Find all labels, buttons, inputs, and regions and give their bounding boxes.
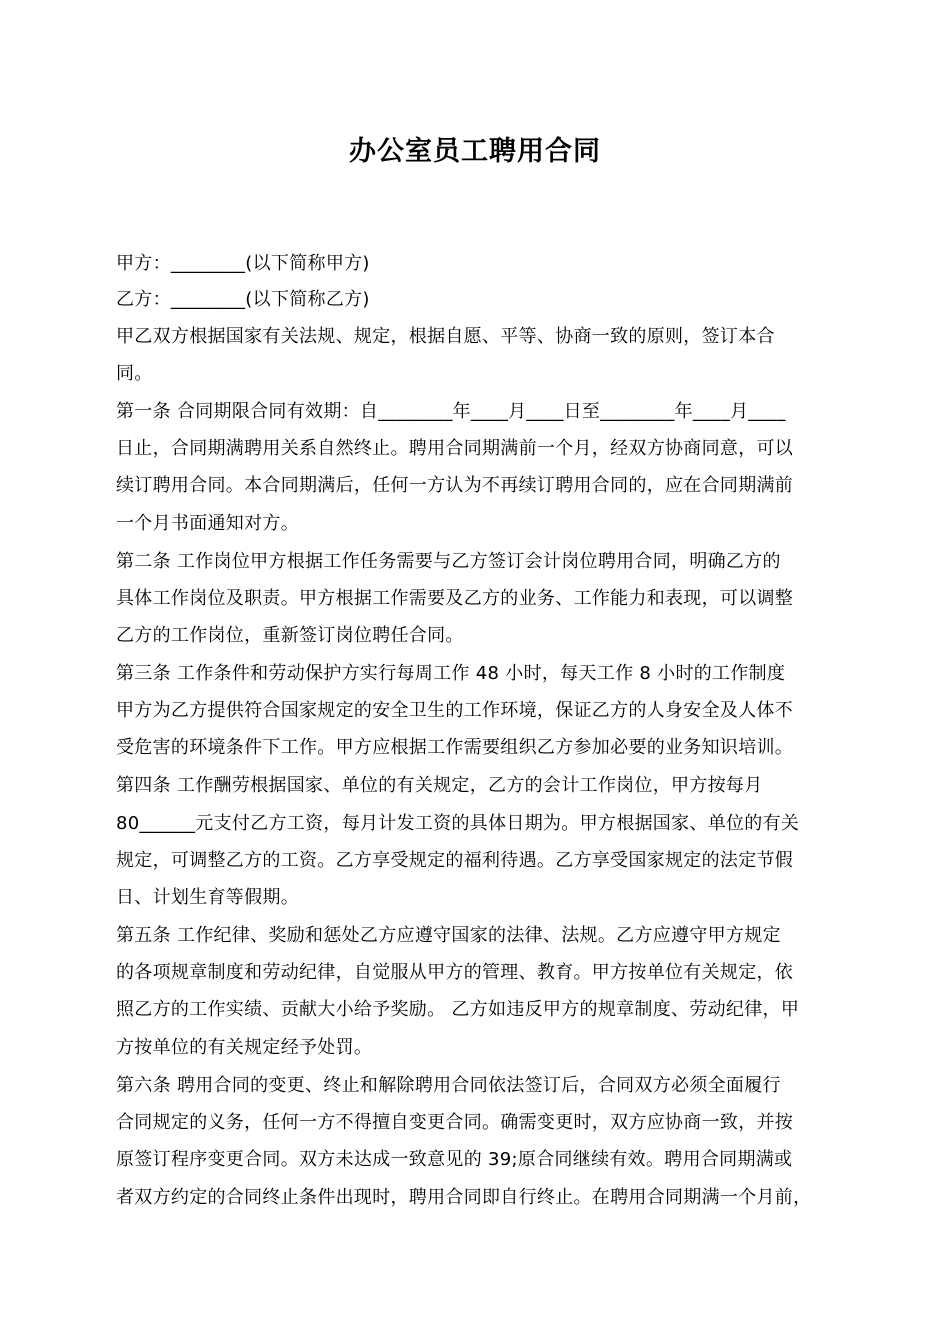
preamble-line: 甲乙双方根据国家有关法规、规定，根据自愿、平等、协商一致的原则，签订本合 <box>116 326 775 347</box>
article-3-line: 第三条 工作条件和劳动保护方实行每周工作 48 小时，每天工作 8 小时的工作制度 <box>116 663 786 684</box>
article-6-line: 第六条 聘用合同的变更、终止和解除聘用合同依法签订后，合同双方必须全面履行 <box>116 1075 781 1096</box>
party-a-line: 甲方：________(以下简称甲方) <box>116 253 370 274</box>
article-1-line: 第一条 合同期限合同有效期：自________年____月____日至________年____月____ <box>116 401 786 422</box>
article-6-line: 者双方约定的合同终止条件出现时，聘用合同即自行终止。在聘用合同期满一个月前， <box>116 1187 812 1208</box>
article-5-line: 照乙方的工作实绩、贡献大小给予奖励。 乙方如违反甲方的规章制度、劳动纪律，甲 <box>116 999 800 1020</box>
article-4-line: 日、计划生育等假期。 <box>116 887 299 908</box>
article-1-line: 一个月书面通知对方。 <box>116 513 299 534</box>
party-b-line: 乙方：________(以下简称乙方) <box>116 289 370 310</box>
article-5-line: 第五条 工作纪律、奖励和惩处乙方应遵守国家的法律、法规。乙方应遵守甲方规定 <box>116 925 781 946</box>
article-6-line: 原签订程序变更合同。双方未达成一致意见的 39;原合同继续有效。聘用合同期满或 <box>116 1149 793 1170</box>
preamble-line: 同。 <box>116 363 153 384</box>
article-3-line: 受危害的环境条件下工作。甲方应根据工作需要组织乙方参加必要的业务知识培训。 <box>116 737 794 758</box>
article-5-line: 的各项规章制度和劳动纪律，自觉服从甲方的管理、教育。甲方按单位有关规定，依 <box>116 962 794 983</box>
article-6-line: 合同规定的义务，任何一方不得擅自变更合同。确需变更时，双方应协商一致，并按 <box>116 1112 794 1133</box>
document-title: 办公室员工聘用合同 <box>349 136 601 167</box>
article-2-line: 具体工作岗位及职责。甲方根据工作需要及乙方的业务、工作能力和表现，可以调整 <box>116 588 794 609</box>
article-3-line: 甲方为乙方提供符合国家规定的安全卫生的工作环境，保证乙方的人身安全及人体不 <box>116 700 794 721</box>
article-2-line: 乙方的工作岗位，重新签订岗位聘任合同。 <box>116 625 464 646</box>
article-4-line: 80______元支付乙方工资，每月计发工资的具体日期为。甲方根据国家、单位的有关 <box>116 813 800 834</box>
article-5-line: 方按单位的有关规定经予处罚。 <box>116 1037 373 1058</box>
article-4-line: 规定，可调整乙方的工资。乙方享受规定的福利待遇。乙方享受国家规定的法定节假 <box>116 850 794 871</box>
article-2-line: 第二条 工作岗位甲方根据工作任务需要与乙方签订会计岗位聘用合同，明确乙方的 <box>116 551 781 572</box>
article-4-line: 第四条 工作酬劳根据国家、单位的有关规定，乙方的会计工作岗位，甲方按每月 <box>116 775 763 796</box>
article-1-line: 日止，合同期满聘用关系自然终止。聘用合同期满前一个月，经双方协商同意，可以 <box>116 438 794 459</box>
article-1-line: 续订聘用合同。本合同期满后，任何一方认为不再续订聘用合同的，应在合同期满前 <box>116 475 794 496</box>
